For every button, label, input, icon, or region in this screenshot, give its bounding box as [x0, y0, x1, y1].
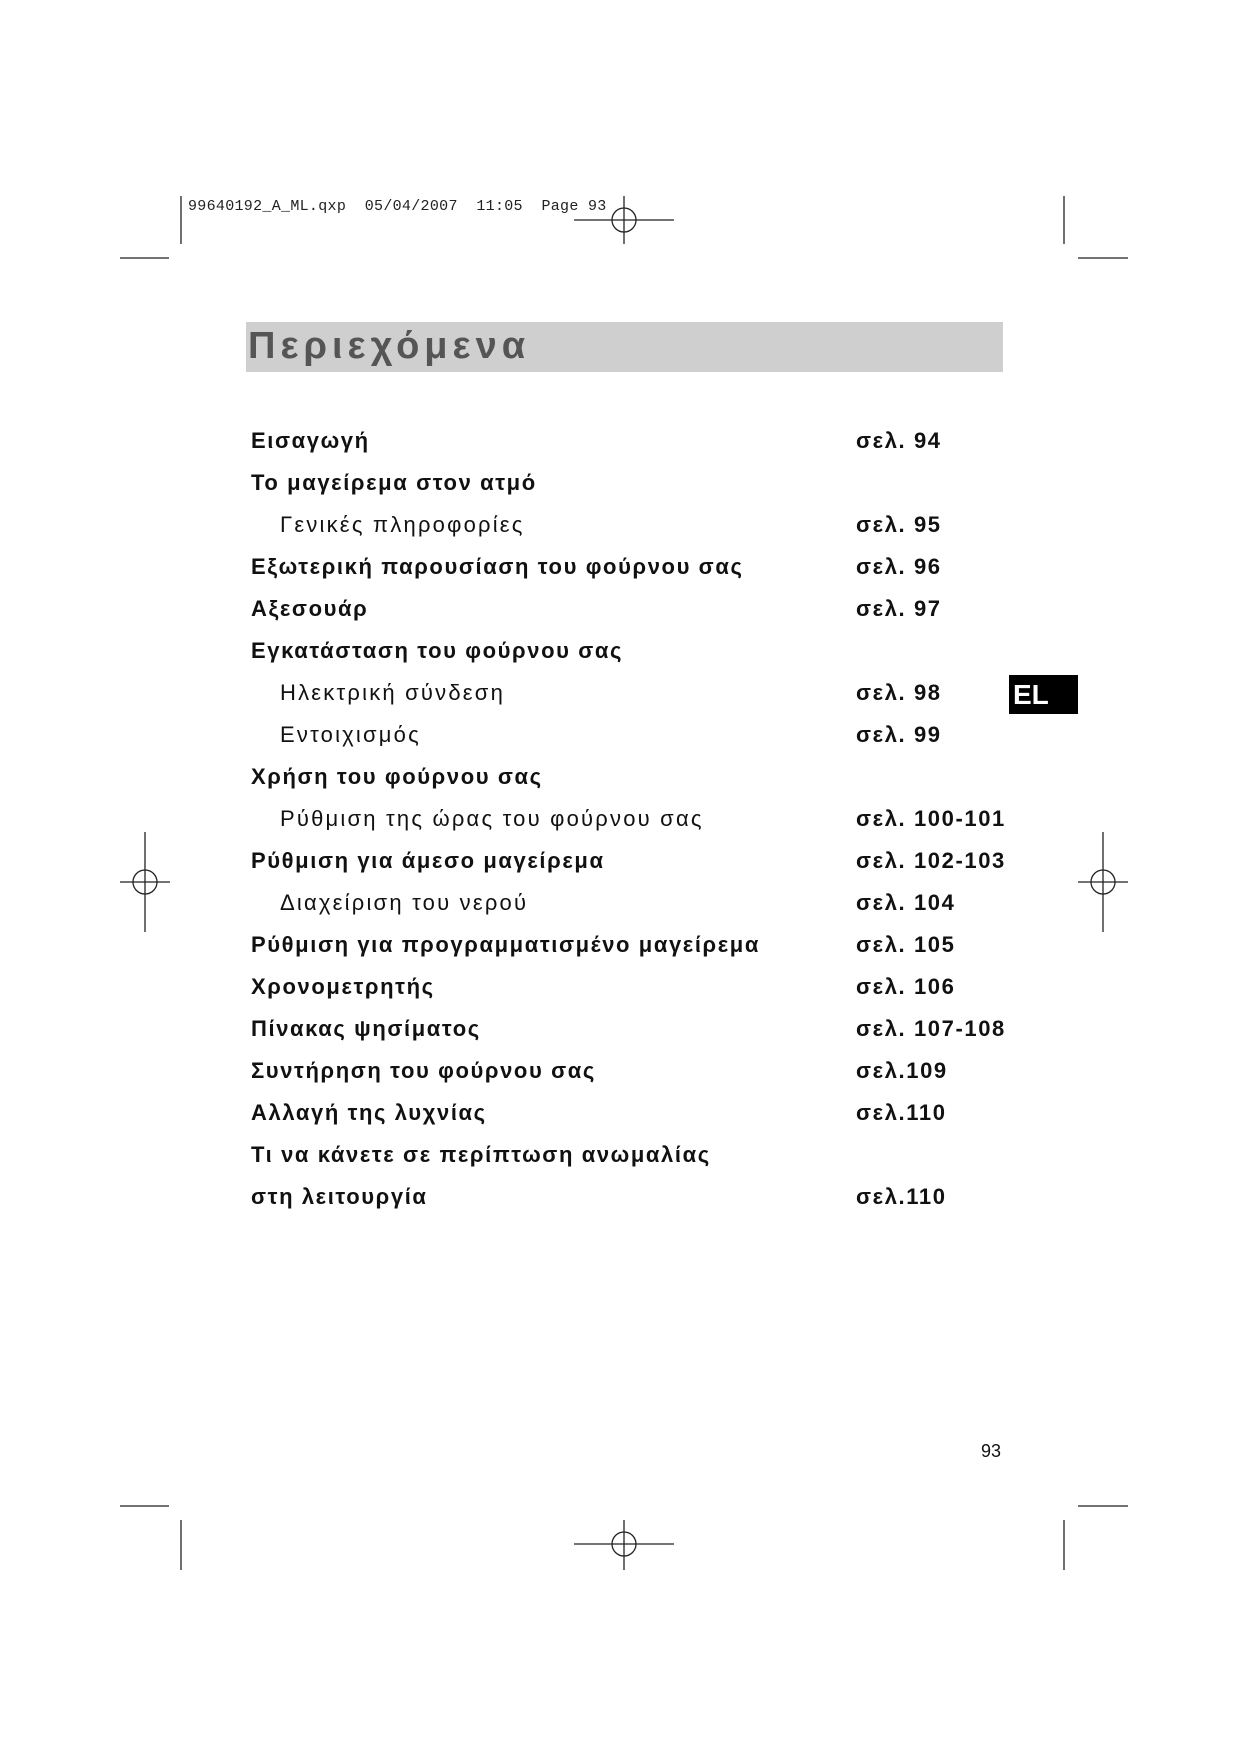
toc-entry-label: Αλλαγή της λυχνίας [251, 1100, 487, 1125]
toc-entry-page: σελ. 98 [856, 680, 942, 705]
toc-entry-label: στη λειτουργία [251, 1184, 428, 1209]
toc-entry-page: σελ. 100-101 [856, 806, 1006, 831]
toc-row [0, 802, 1241, 844]
toc-entry-label: Γενικές πληροφορίες [280, 512, 525, 537]
toc-entry-page: σελ. 95 [856, 512, 942, 537]
toc-entry-label: Τι να κάνετε σε περίπτωση ανωμαλίας [251, 1142, 711, 1167]
toc-row [0, 634, 1241, 676]
toc-entry-label: Εντοιχισμός [280, 722, 421, 747]
toc-entry-label: Ρύθμιση για άμεσο μαγείρεμα [251, 848, 605, 873]
toc-entry-label: Ρύθμιση για προγραμματισμένο μαγείρεμα [251, 932, 760, 957]
toc-row [0, 1180, 1241, 1222]
toc-entry-label: Πίνακας ψησίματος [251, 1016, 481, 1041]
toc-entry-page: σελ. 94 [856, 428, 942, 453]
toc-row [0, 1054, 1241, 1096]
toc-row [0, 844, 1241, 886]
toc-entry-label: Χρονομετρητής [251, 974, 435, 999]
toc-entry-page: σελ.110 [856, 1100, 947, 1125]
table-of-contents [0, 424, 1241, 1222]
toc-entry-page: σελ. 105 [856, 932, 956, 957]
toc-entry-page: σελ.110 [856, 1184, 947, 1209]
toc-row [0, 1096, 1241, 1138]
toc-entry-page: σελ. 102-103 [856, 848, 1006, 873]
toc-row [0, 970, 1241, 1012]
toc-row [0, 1012, 1241, 1054]
toc-row [0, 508, 1241, 550]
toc-row [0, 760, 1241, 802]
toc-entry-page: σελ.109 [856, 1058, 948, 1083]
toc-row [0, 928, 1241, 970]
toc-entry-label: Διαχείριση του νερού [280, 890, 529, 915]
page-number: 93 [981, 1441, 1002, 1461]
toc-row [0, 424, 1241, 466]
toc-entry-page: σελ. 104 [856, 890, 956, 915]
toc-entry-page: σελ. 106 [856, 974, 956, 999]
toc-entry-page: σελ. 96 [856, 554, 942, 579]
toc-entry-label: Ηλεκτρική σύνδεση [280, 680, 506, 705]
toc-entry-label: Το μαγείρεμα στον ατμό [251, 470, 537, 495]
toc-entry-label: Εισαγωγή [251, 428, 370, 453]
toc-row [0, 466, 1241, 508]
toc-row [0, 1138, 1241, 1180]
toc-entry-label: Εξωτερική παρουσίαση του φούρνου σας [251, 554, 744, 579]
print-slug: 99640192_A_ML.qxp 05/04/2007 11:05 Page 93 [188, 198, 607, 215]
toc-row [0, 718, 1241, 760]
toc-entry-label: Αξεσουάρ [251, 596, 369, 621]
toc-entry-label: Χρήση του φούρνου σας [251, 764, 543, 789]
language-tab: EL [1009, 675, 1078, 714]
toc-entry-label: Εγκατάσταση του φούρνου σας [251, 638, 624, 663]
toc-entry-page: σελ. 107-108 [856, 1016, 1006, 1041]
toc-row [0, 550, 1241, 592]
page-title: Περιεχόμενα [248, 325, 531, 367]
toc-entry-label: Ρύθμιση της ώρας του φούρνου σας [280, 806, 704, 831]
toc-row [0, 592, 1241, 634]
toc-entry-label: Συντήρηση του φούρνου σας [251, 1058, 596, 1083]
toc-row [0, 886, 1241, 928]
toc-entry-page: σελ. 99 [856, 722, 942, 747]
toc-entry-page: σελ. 97 [856, 596, 942, 621]
